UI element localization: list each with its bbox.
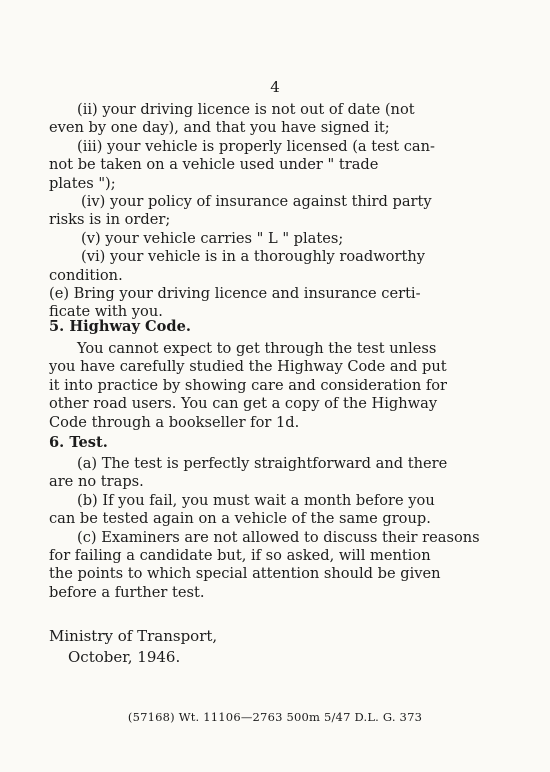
item-iii-line-2: not be taken on a vehicle used under " trade — [49, 156, 379, 174]
item-iii-line-1: (iii) your vehicle is properly licensed (a test can- — [77, 137, 435, 155]
item-ii-line-1: (ii) your driving licence is not out of date (not — [77, 101, 415, 118]
section-5-heading: 5. Highway Code. — [49, 318, 191, 335]
test-c-line-1: (c) Examiners are not allowed to discuss their reasons — [77, 528, 480, 546]
item-iv-line-1: (iv) your policy of insurance against third party — [81, 193, 432, 211]
item-iii-line-3: plates "); — [49, 174, 116, 192]
page-number: 4 — [270, 78, 280, 96]
signature-ministry: Ministry of Transport, — [49, 627, 218, 645]
item-e-line-1: (e) Bring your driving licence and insurance certi- — [49, 285, 421, 303]
test-b-line-1: (b) If you fail, you must wait a month before you — [77, 491, 435, 509]
test-c-line-2: for failing a candidate but, if so asked, will mention — [49, 547, 431, 565]
item-vi-line-2: condition. — [49, 266, 123, 284]
test-b-line-2: can be tested again on a vehicle of the same group. — [49, 510, 431, 528]
test-c-line-3: the points to which special attention should be given — [49, 565, 441, 583]
item-vi-line-1: (vi) your vehicle is in a thoroughly roadworthy — [81, 248, 425, 266]
test-a-line-2: are no traps. — [49, 473, 144, 491]
section-5-line-4: other road users. You can get a copy of the Highway — [49, 395, 438, 413]
section-4-continued — [49, 101, 495, 322]
test-a-line-1: (a) The test is perfectly straightforward and there — [77, 455, 448, 472]
item-e-line-2: ficate with you. — [49, 303, 163, 321]
section-5-line-2: you have carefully studied the Highway Code and put — [49, 358, 447, 376]
section-6-heading: 6. Test. — [49, 434, 108, 451]
section-5-line-3: it into practice by showing care and consideration for — [49, 376, 448, 394]
section-5-body — [49, 340, 495, 432]
item-iv-line-2: risks is in order; — [49, 211, 171, 229]
print-code-footer: (57168) Wt. 11106—2763 500m 5/47 D.L. G. 373 — [127, 710, 423, 724]
item-ii-line-2: even by one day), and that you have signed it; — [49, 119, 390, 137]
section-6-body — [49, 455, 495, 602]
section-5-line-1: You cannot expect to get through the test unless — [77, 340, 437, 357]
test-c-line-4: before a further test. — [49, 583, 205, 601]
item-v-line-1: (v) your vehicle carries " L " plates; — [81, 229, 344, 247]
signature-date: October, 1946. — [68, 648, 181, 666]
section-5-line-5: Code through a bookseller for 1d. — [49, 413, 300, 431]
